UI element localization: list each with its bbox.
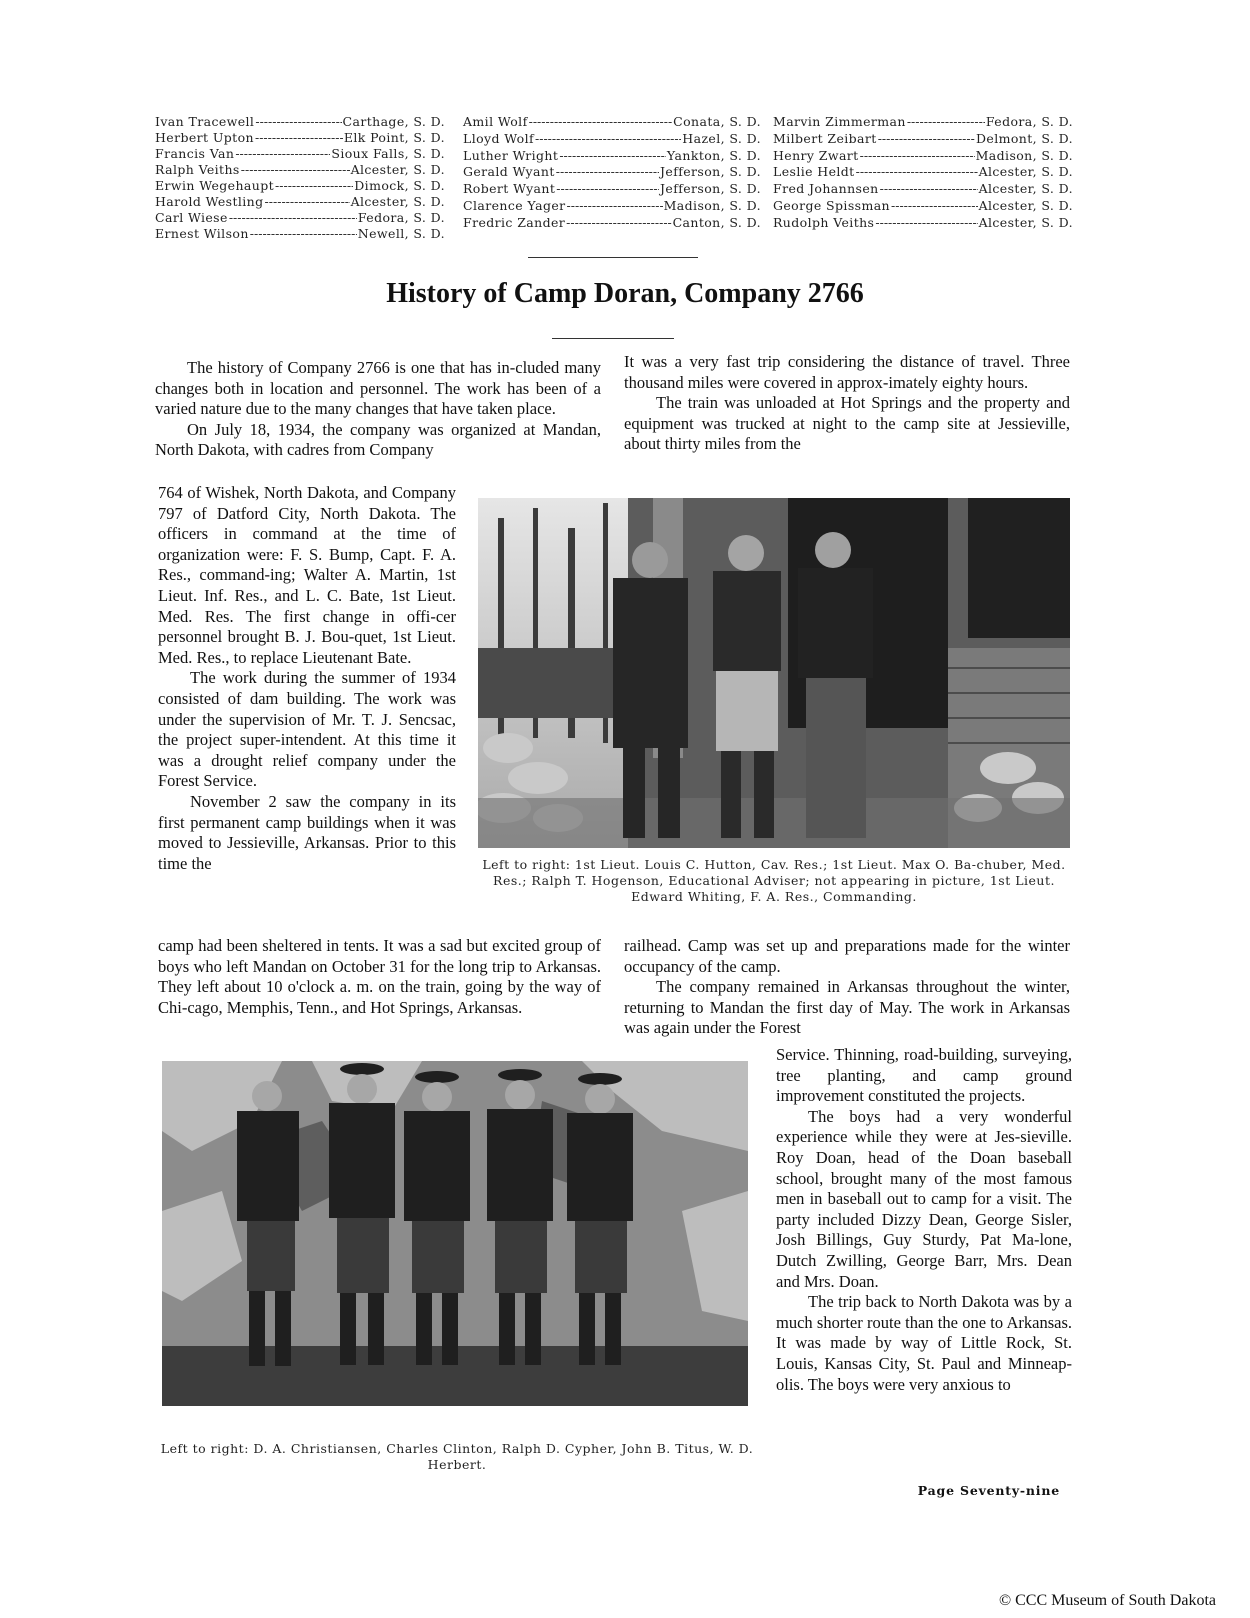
roster-entry: [773, 215, 1073, 232]
roster-entry: [463, 131, 761, 148]
roster-column-2: [463, 114, 761, 232]
roster-entry: [155, 226, 445, 242]
roster-place: Carthage, S. D.: [342, 114, 445, 129]
roster-entry: [463, 164, 761, 181]
paragraph: 764 of Wishek, North Dakota, and Company 797 of Datford City, North Dakota. The officers in command at the time of organization were: F. S. Bump, Capt. F. A. Res., command-ing; Walter A. Martin, 1st Lieut. Inf. Res., and L. C. Bate, 1st Lieut. Med. Res. The first change in offi-cer personnel brought B. J. Bou-quet, 1st Lieut. Med. Res., to replace Lieutenant Bate.: [158, 483, 456, 667]
roster-entry: [773, 198, 1073, 215]
leader-dots: [856, 164, 978, 181]
text-left-narrow: [158, 483, 456, 874]
roster-name: Rudolph Veiths: [773, 214, 875, 230]
leader-dots: [250, 226, 357, 242]
roster-name: Gerald Wyant: [463, 164, 555, 180]
roster-name: Milbert Zeibart: [773, 130, 877, 146]
roster-entry: [155, 114, 445, 130]
roster-name: Ralph Veiths: [155, 162, 240, 177]
text-left-top: [155, 358, 601, 461]
leader-dots: [556, 181, 659, 198]
article-headline: History of Camp Doran, Company 2766: [386, 278, 864, 309]
roster-name: Clarence Yager: [463, 197, 566, 213]
leader-dots: [880, 181, 978, 198]
headline-divider: [552, 338, 674, 339]
roster-place: Dimock, S. D.: [354, 178, 445, 193]
officers-photo: [478, 498, 1070, 848]
roster-entry: [463, 198, 761, 215]
text-left-bottom: [158, 936, 601, 1018]
paragraph: Service. Thinning, road-building, surveying, tree planting, and camp ground improvement constituted the projects.: [776, 1045, 1072, 1106]
page-number: Page Seventy-nine: [917, 1483, 1060, 1498]
roster-entry: [155, 162, 445, 178]
leader-dots: [229, 210, 357, 226]
leader-dots: [275, 178, 353, 194]
roster-place: Sioux Falls, S. D.: [331, 146, 445, 161]
roster-place: Hazel, S. D.: [682, 130, 761, 146]
group-photo-caption: Left to right: D. A. Christiansen, Charles Clinton, Ralph D. Cypher, John B. Titus, W. D. Herbert.: [160, 1441, 754, 1472]
roster-place: Alcester, S. D.: [978, 197, 1073, 213]
leader-dots: [255, 114, 341, 130]
roster-name: Henry Zwart: [773, 147, 859, 163]
leader-dots: [265, 194, 350, 210]
roster-name: Erwin Wegehaupt: [155, 178, 275, 193]
top-divider: [528, 257, 698, 258]
roster-name: Francis Van: [155, 146, 235, 161]
roster-place: Conata, S. D.: [673, 114, 761, 129]
roster-place: Fedora, S. D.: [357, 210, 445, 225]
roster-name: Robert Wyant: [463, 181, 556, 197]
leader-dots: [235, 146, 330, 162]
leader-dots: [535, 131, 681, 148]
group-photo: [162, 1061, 748, 1406]
roster-entry: [463, 215, 761, 232]
text-right-narrow: [776, 1045, 1072, 1395]
paragraph: The train was unloaded at Hot Springs and the property and equipment was trucked at night to the camp site at Jessieville, about thirty miles from the: [624, 393, 1070, 454]
text-right-middle: [624, 936, 1070, 1039]
leader-dots: [860, 148, 975, 165]
roster-entry: [463, 148, 761, 165]
roster-name: Amil Wolf: [463, 114, 528, 129]
paragraph: The history of Company 2766 is one that has in-cluded many changes both in location and personnel. The work has been of a varied nature due to the many changes that have taken place.: [155, 358, 601, 419]
roster-place: Canton, S. D.: [672, 214, 761, 230]
roster-place: Madison, S. D.: [975, 147, 1073, 163]
roster-place: Alcester, S. D.: [978, 164, 1073, 180]
roster-entry: [155, 178, 445, 194]
roster-place: Newell, S. D.: [357, 226, 445, 241]
roster-entry: [155, 130, 445, 146]
roster-place: Jefferson, S. D.: [660, 181, 761, 197]
paragraph: camp had been sheltered in tents. It was a sad but excited group of boys who left Mandan on October 31 for the long trip to Arkansas. They left about 10 o'clock a. m. on the train, going by the way of Chi-cago, Memphis, Tenn., and Hot Springs, Arkansas.: [158, 936, 601, 1017]
roster-place: Alcester, S. D.: [350, 194, 445, 209]
paragraph: The trip back to North Dakota was by a much shorter route than the one to Arkansas. It was made by way of Little Rock, St. Louis, Kansas City, St. Paul and Minneap-olis. The boys were very anxious to: [776, 1292, 1072, 1394]
roster-name: Harold Westling: [155, 194, 264, 209]
officers-photo-caption: Left to right: 1st Lieut. Louis C. Hutton, Cav. Res.; 1st Lieut. Max O. Ba-chuber, Med. Res.; Ralph T. Hogenson, Educational Adviser; not appearing in picture, 1st Lieut. Edward Whiting, F. A. Res., Commanding.: [482, 857, 1066, 904]
roster-place: Alcester, S. D.: [350, 162, 445, 177]
paragraph: On July 18, 1934, the company was organized at Mandan, North Dakota, with cadres from Company: [155, 419, 601, 460]
paragraph: The company remained in Arkansas throughout the winter, returning to Mandan the first day of May. The work in Arkansas was again under the Forest: [624, 977, 1070, 1038]
text-right-top: [624, 352, 1070, 455]
roster-name: Herbert Upton: [155, 130, 254, 145]
roster-name: Leslie Heldt: [773, 164, 855, 180]
leader-dots: [529, 114, 673, 131]
leader-dots: [878, 131, 975, 148]
copyright-notice: © CCC Museum of South Dakota: [998, 1592, 1216, 1609]
leader-dots: [567, 198, 663, 215]
paragraph: November 2 saw the company in its first permanent camp buildings when it was moved to Jessieville, Arkansas. Prior to this time the: [158, 791, 456, 873]
leader-dots: [566, 215, 671, 232]
leader-dots: [907, 114, 985, 131]
roster-name: Fred Johannsen: [773, 181, 879, 197]
roster-place: Alcester, S. D.: [978, 214, 1073, 230]
leader-dots: [556, 164, 659, 181]
roster-entry: [463, 181, 761, 198]
roster-entry: [773, 114, 1073, 131]
roster-place: Delmont, S. D.: [975, 130, 1073, 146]
roster-place: Jefferson, S. D.: [660, 164, 761, 180]
paragraph: It was a very fast trip considering the distance of travel. Three thousand miles were covered in approx-imately eighty hours.: [624, 352, 1070, 392]
roster-entry: [155, 146, 445, 162]
roster-name: Ivan Tracewell: [155, 114, 255, 129]
roster-entry: [773, 148, 1073, 165]
roster-entry: [155, 194, 445, 210]
roster-place: Elk Point, S. D.: [343, 130, 445, 145]
roster-place: Alcester, S. D.: [978, 181, 1073, 197]
roster-entry: [463, 114, 761, 131]
roster-name: Fredric Zander: [463, 214, 566, 230]
roster-place: Fedora, S. D.: [985, 114, 1073, 129]
roster-entry: [155, 210, 445, 226]
roster-name: George Spissman: [773, 197, 891, 213]
leader-dots: [875, 215, 977, 232]
paragraph: The work during the summer of 1934 consisted of dam building. The work was under the supervision of Mr. T. J. Sencsac, the project super-intendent. At this time it was a drought relief company under the Forest Service.: [158, 668, 456, 791]
roster-name: Marvin Zimmerman: [773, 114, 906, 129]
roster-column-1: [155, 114, 445, 242]
leader-dots: [255, 130, 343, 146]
roster-name: Carl Wiese: [155, 210, 228, 225]
roster-column-3: [773, 114, 1073, 232]
roster-name: Luther Wright: [463, 147, 559, 163]
roster-name: Lloyd Wolf: [463, 130, 535, 146]
roster-entry: [773, 181, 1073, 198]
roster-place: Yankton, S. D.: [666, 147, 761, 163]
paragraph: The boys had a very wonderful experience while they were at Jes-sieville. Roy Doan, head of the Doan baseball school, brought many of the most famous men in baseball out to camp for a visit. The party included Dizzy Dean, George Sisler, Josh Billings, Guy Sturdy, Pat Ma-lone, Dutch Zwilling, George Barr, Mrs. Dean and Mrs. Doan.: [776, 1106, 1072, 1291]
leader-dots: [241, 162, 350, 178]
paragraph: railhead. Camp was set up and preparations made for the winter occupancy of the camp.: [624, 936, 1070, 976]
leader-dots: [891, 198, 978, 215]
roster-entry: [773, 131, 1073, 148]
roster-place: Madison, S. D.: [663, 197, 761, 213]
leader-dots: [559, 148, 666, 165]
roster-entry: [773, 164, 1073, 181]
roster-name: Ernest Wilson: [155, 226, 249, 241]
